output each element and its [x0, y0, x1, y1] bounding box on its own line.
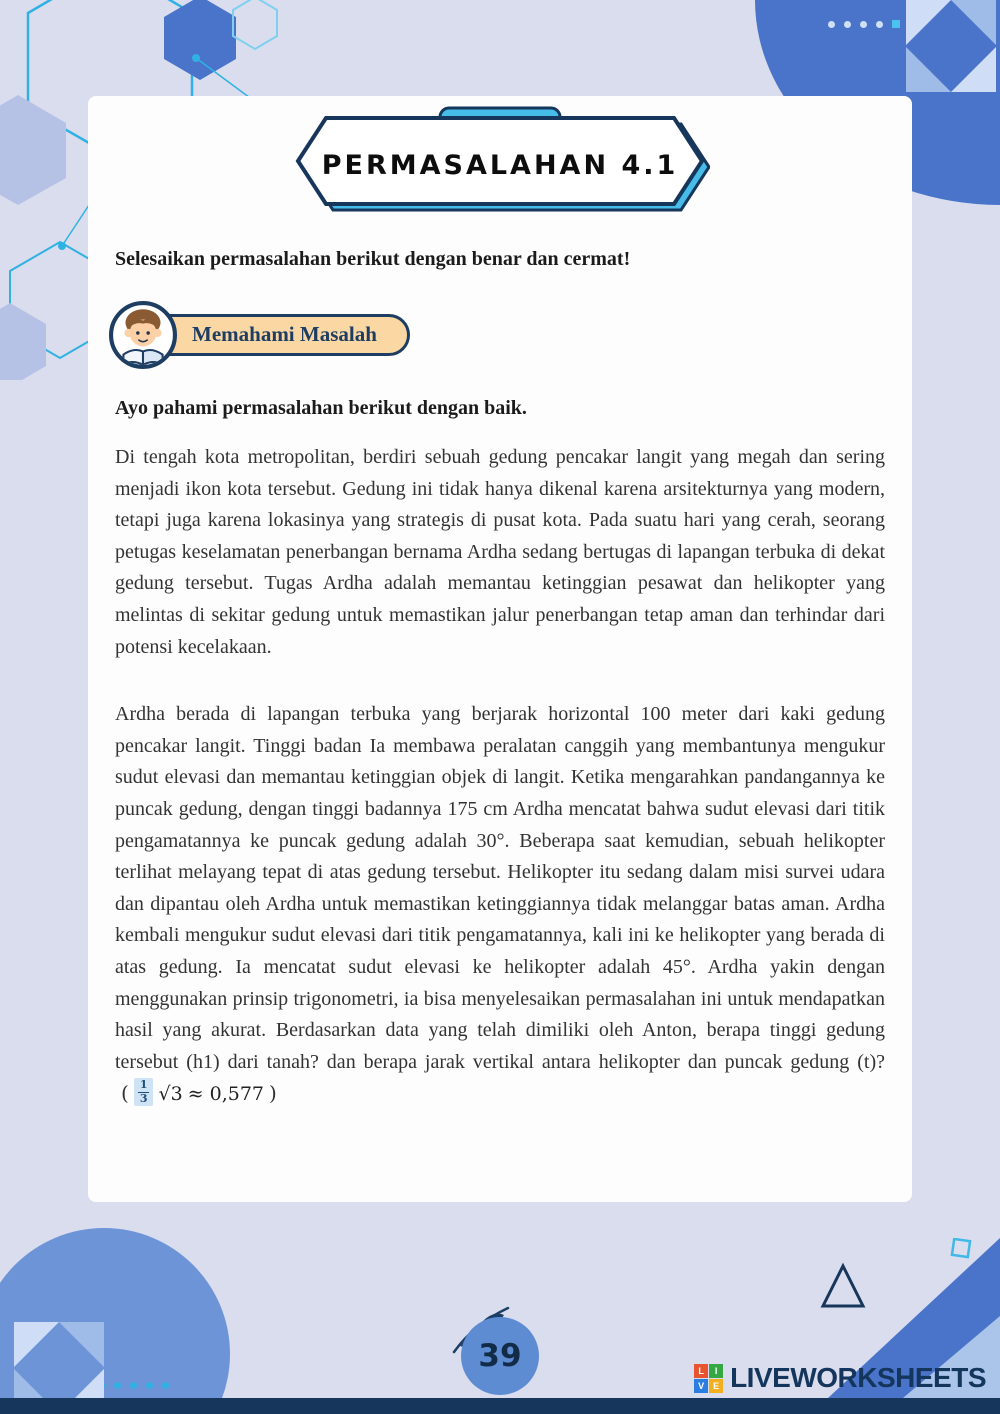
paragraph-2	[115, 699, 885, 1111]
content-card	[88, 96, 912, 1202]
paragraph-2-text: Ardha berada di lapangan terbuka yang berjarak horizontal 100 meter dari kaki gedung pencakar langit. Tinggi badan Ia membawa peralatan canggih yang membantunya mengukur sudut elevasi dan memantau ketinggian objek di langit. Ketika mengarahkan pandangannya ke puncak gedung, dengan tinggi badannya 175 cm Ardha mencatat bahwa sudut elevasi dari titik pengamatannya ke puncak gedung adalah 30°. Beberapa saat kemudian, sebuah helikopter terlihat melayang tepat di atas gedung tersebut. Helikopter itu sedang dalam misi survei udara dan dipantau oleh Ardha untuk memastikan ketinggiannya tidak melanggar batas aman. Ardha kembali mengukur sudut elevasi dari titik pengamatannya, kali ini ke helikopter yang berada di atas gedung. Ia mencatat sudut elevasi ke helikopter adalah 45°. Ardha yakin dengan menggunakan prinsip trigonometri, ia bisa menyelesaikan permasalahan ini untuk mendapatkan hasil yang akurat. Berdasarkan data yang telah dimiliki oleh Anton, berapa tinggi gedung tersebut (h1) dari tanah? dan berapa jarak vertikal antara helikopter dan puncak gedung (t)?	[115, 703, 885, 1073]
paragraph-1-text: Di tengah kota metropolitan, berdiri sebuah gedung pencakar langit yang megah dan sering menjadi ikon kota tersebut. Gedung ini tidak hanya dikenal karena arsitekturnya yang modern, tetapi juga karena lokasinya yang strategis di pusat kota. Pada suatu hari yang cerah, seorang petugas keselamatan penerbangan bernama Ardha sedang bertugas di lapangan terbuka di dekat gedung tersebut. Tugas Ardha adalah memantau ketinggian pesawat dan helikopter yang melintas di sekitar gedung untuk memastikan jalur penerbangan tetap aman dan terhindar dari potensi kecelakaan.	[115, 446, 885, 658]
math-close-paren: )	[269, 1081, 277, 1106]
math-open-paren: (	[121, 1081, 129, 1106]
logo-letter-l: L	[694, 1364, 708, 1378]
approximation-value: ≈ 0,577	[187, 1083, 265, 1106]
math-expression	[121, 1078, 277, 1110]
dots-decoration-bottom-left	[98, 1382, 169, 1389]
page-number: 39	[478, 1338, 522, 1374]
boy-reading-icon	[109, 301, 177, 369]
liveworksheets-grid-icon	[694, 1364, 723, 1393]
logo-letter-v: V	[694, 1379, 708, 1393]
logo-letter-i: I	[709, 1364, 723, 1378]
bottom-bar	[0, 1398, 1000, 1414]
dots-decoration-top-right	[828, 20, 900, 28]
fraction-one-third: $\frac{1}{3}$	[134, 1078, 154, 1106]
radical-root-three: √3	[158, 1083, 183, 1106]
page-number-badge	[461, 1317, 539, 1395]
problem-banner	[290, 106, 710, 218]
intro-text: Ayo pahami permasalahan berikut dengan baik.	[115, 397, 527, 419]
logo-text: LIVEWORKSHEETS	[730, 1362, 986, 1393]
paragraph-1	[115, 442, 885, 663]
pinwheel-decoration-top-right	[906, 0, 996, 92]
logo-letter-e: E	[709, 1379, 723, 1393]
instruction-text: Selesaikan permasalahan berikut dengan benar dan cermat!	[115, 248, 631, 270]
section-badge-label: Memahami Masalah	[141, 314, 410, 356]
section-badge	[109, 301, 885, 369]
banner-title: PERMASALAHAN 4.1	[321, 149, 679, 181]
liveworksheets-logo[interactable]	[694, 1362, 986, 1394]
